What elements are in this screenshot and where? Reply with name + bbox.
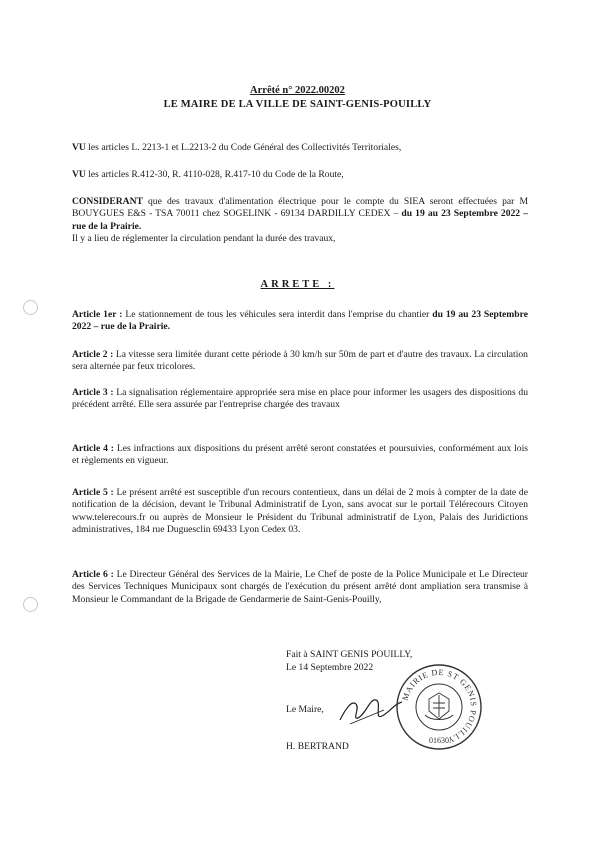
article-6 (72, 569, 528, 606)
article-4 (72, 443, 528, 468)
article-bold-text: du 19 au 23 Septembre 2022 – rue de la Prairie. (72, 309, 528, 333)
arrete-heading: ARRETE : (260, 279, 335, 290)
article-label: Article 4 : (72, 443, 114, 454)
signature-name: H. BERTRAND (286, 741, 349, 752)
emblem-icon (425, 693, 453, 720)
document-title: LE MAIRE DE LA VILLE DE SAINT-GENIS-POUILLY (163, 99, 432, 110)
article-label: Article 5 : (72, 487, 114, 498)
vu-text: les articles L. 2213-1 et L.2213-2 du Code Général des Collectivités Territoriales, (85, 142, 402, 153)
article-3 (72, 387, 528, 412)
article-5 (72, 487, 528, 537)
article-text: Les infractions aux dispositions du présent arrêté seront constatées et poursuivies, conformément aux lois et règlements en vigueur. (72, 443, 528, 467)
article-text: La signalisation réglementaire appropriée sera mise en place pour informer les usagers des dispositions du précédent arrêté. Elle sera assurée par l'entreprise chargée des travaux (72, 387, 528, 411)
considerant-line2: Il y a lieu de réglementer la circulation pendant la durée des travaux, (72, 233, 336, 245)
signature-role: Le Maire, (286, 704, 324, 715)
article-text: La vitesse sera limitée durant cette période à 30 km/h sur 50m de part et d'autre des travaux. La circulation sera alternée par feux tricolores. (72, 349, 528, 373)
article-2 (72, 349, 528, 374)
article-text: Le Directeur Général des Services de la Mairie, Le Chef de poste de la Police Municipale et Le Directeur des Services Techniques Municipaux sont chargés de l'exécution du présent arrêté dont ampliation sera transmise à Monsieur le Commandant de la Brigade de Gendarmerie de Saint-Genis-Pouilly, (72, 569, 528, 605)
signature-date: Le 14 Septembre 2022 (286, 662, 374, 673)
official-stamp (395, 663, 483, 751)
considerant-dates: du 19 au 23 Septembre 2022 – rue de la Prairie. (72, 208, 528, 232)
considerant-text: que des travaux d'alimentation électrique pour le compte du SIEA seront effectuées par M BOUYGUES E&S - TSA 70011 chez SOGELINK - 69134 DARDILLY CEDEX – (72, 196, 528, 220)
signature-place: Fait à SAINT GENIS POUILLY, (286, 649, 413, 660)
considerant-clause (72, 196, 528, 246)
binder-hole (23, 300, 38, 315)
article-text: Le stationnement de tous les véhicules sera interdit dans l'emprise du chantier (122, 309, 433, 320)
vu-lead: VU (72, 169, 86, 180)
vu-clause (72, 169, 528, 181)
article-label: Article 6 : (72, 569, 114, 580)
article-label: Article 1er : (72, 309, 123, 320)
vu-lead: VU (72, 142, 86, 153)
binder-hole (23, 597, 38, 612)
considerant-lead: CONSIDERANT (72, 196, 143, 207)
stamp-ring-text: MAIRIE DE ST GENIS POUILLY (400, 667, 479, 745)
article-label: Article 3 : (72, 387, 114, 398)
arrete-number: Arrêté n° 2022.00202 (250, 85, 345, 96)
vu-clause (72, 142, 528, 154)
article-text: Le présent arrêté est susceptible d'un recours contentieux, dans un délai de 2 mois à compter de la date de notification de la décision, devant le Tribunal Administratif de Lyon, sans avocat sur le portail Télérecours Citoyen www.telerecours.fr ou auprès de Monsieur le Président du Tribunal administratif de Lyon, Palais des Juridictions administratives, 184 rue Duguesclin 69433 Lyon Cedex 03. (72, 487, 528, 536)
article-1 (72, 309, 528, 334)
stamp-postcode: 01630 (429, 736, 449, 745)
vu-text: les articles R.412-30, R. 4110-028, R.417-10 du Code de la Route, (85, 169, 344, 180)
article-label: Article 2 : (72, 349, 114, 360)
